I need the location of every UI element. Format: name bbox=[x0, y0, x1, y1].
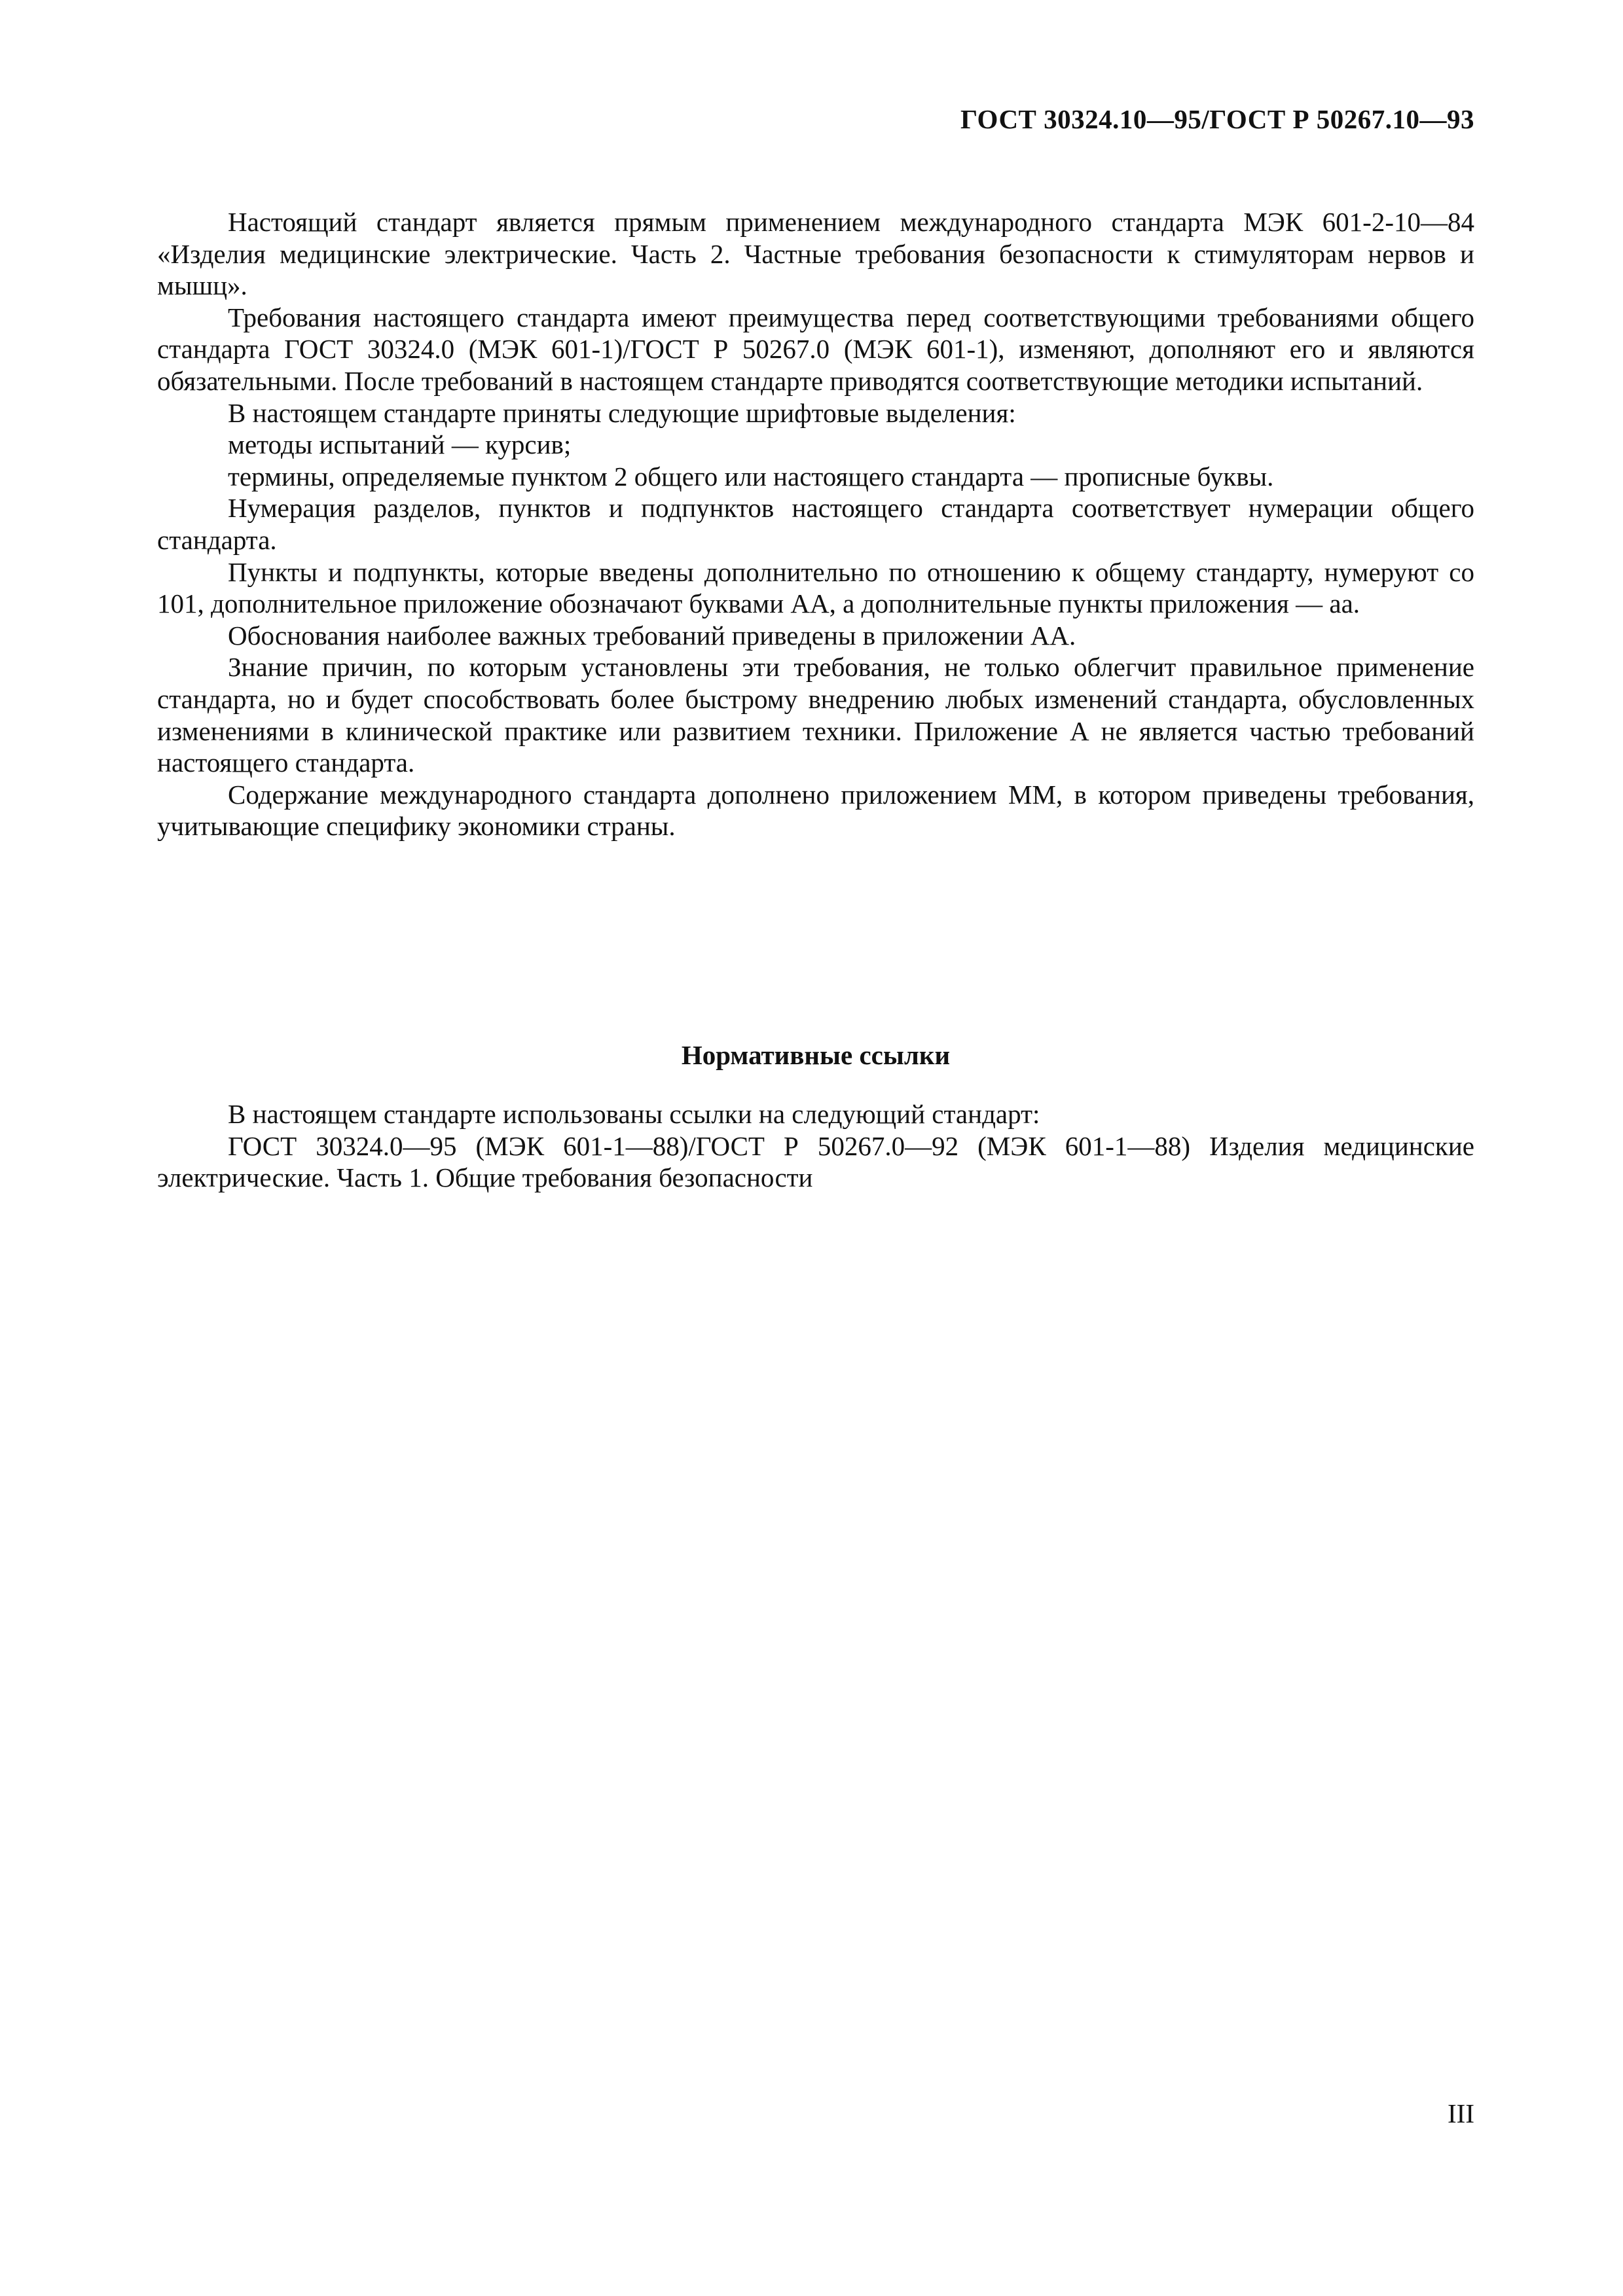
paragraph: Обоснования наиболее важных требований приведены в приложении АА. bbox=[228, 620, 1076, 651]
paragraph: термины, определяемые пунктом 2 общего или настоящего стандарта — прописные буквы. bbox=[228, 461, 1274, 492]
foreword-section bbox=[157, 206, 1474, 842]
reference-entry: ГОСТ 30324.0—95 (МЭК 601-1—88)/ГОСТ Р 50267.0—92 (МЭК 601-1—88) Изделия медицинские электрические. Часть 1. Общие требования безопасности bbox=[157, 1130, 1474, 1193]
paragraph: В настоящем стандарте приняты следующие шрифтовые выделения: bbox=[228, 397, 1016, 428]
paragraph: Требования настоящего стандарта имеют преимущества перед соответствующими требованиями общего стандарта ГОСТ 30324.0 (МЭК 601-1)/ГОСТ Р 50267.0 (МЭК 601-1), изменяют, дополняют его и являются обязательными. После требований в настоящем стандарте приводятся соответствующие методики испытаний. bbox=[157, 302, 1474, 396]
document-header: ГОСТ 30324.10—95/ГОСТ Р 50267.10—93 bbox=[960, 104, 1474, 134]
paragraph: Знание причин, по которым установлены эти требования, не только облегчит правильное применение стандарта, но и будет способствовать более быстрому внедрению любых изменений стандарта, обусловленных изменениями в клинической практике или развитием техники. Приложение А не является частью требований настоящего стандарта. bbox=[157, 652, 1474, 778]
normative-references-section bbox=[157, 1098, 1474, 1194]
paragraph: Пункты и подпункты, которые введены дополнительно по отношению к общему стандарту, нумеруют со 101, дополнительное приложение обозначают буквами АА, а дополнительные пункты приложения — аа. bbox=[157, 556, 1474, 619]
paragraph: В настоящем стандарте использованы ссылки на следующий стандарт: bbox=[228, 1099, 1040, 1129]
section-title: Нормативные ссылки bbox=[681, 1040, 951, 1070]
paragraph: методы испытаний — курсив; bbox=[228, 429, 572, 460]
paragraph: Настоящий стандарт является прямым применением международного стандарта МЭК 601-2-10—84 «Изделия медицинские электрические. Часть 2. Частные требования безопасности к стимуляторам нервов и мышц». bbox=[157, 207, 1474, 301]
page-number: III bbox=[1448, 2098, 1474, 2128]
paragraph: Нумерация разделов, пунктов и подпунктов настоящего стандарта соответствует нумерации общего стандарта. bbox=[157, 493, 1474, 555]
paragraph: Содержание международного стандарта дополнено приложением ММ, в котором приведены требования, учитывающие специфику экономики страны. bbox=[157, 779, 1474, 842]
